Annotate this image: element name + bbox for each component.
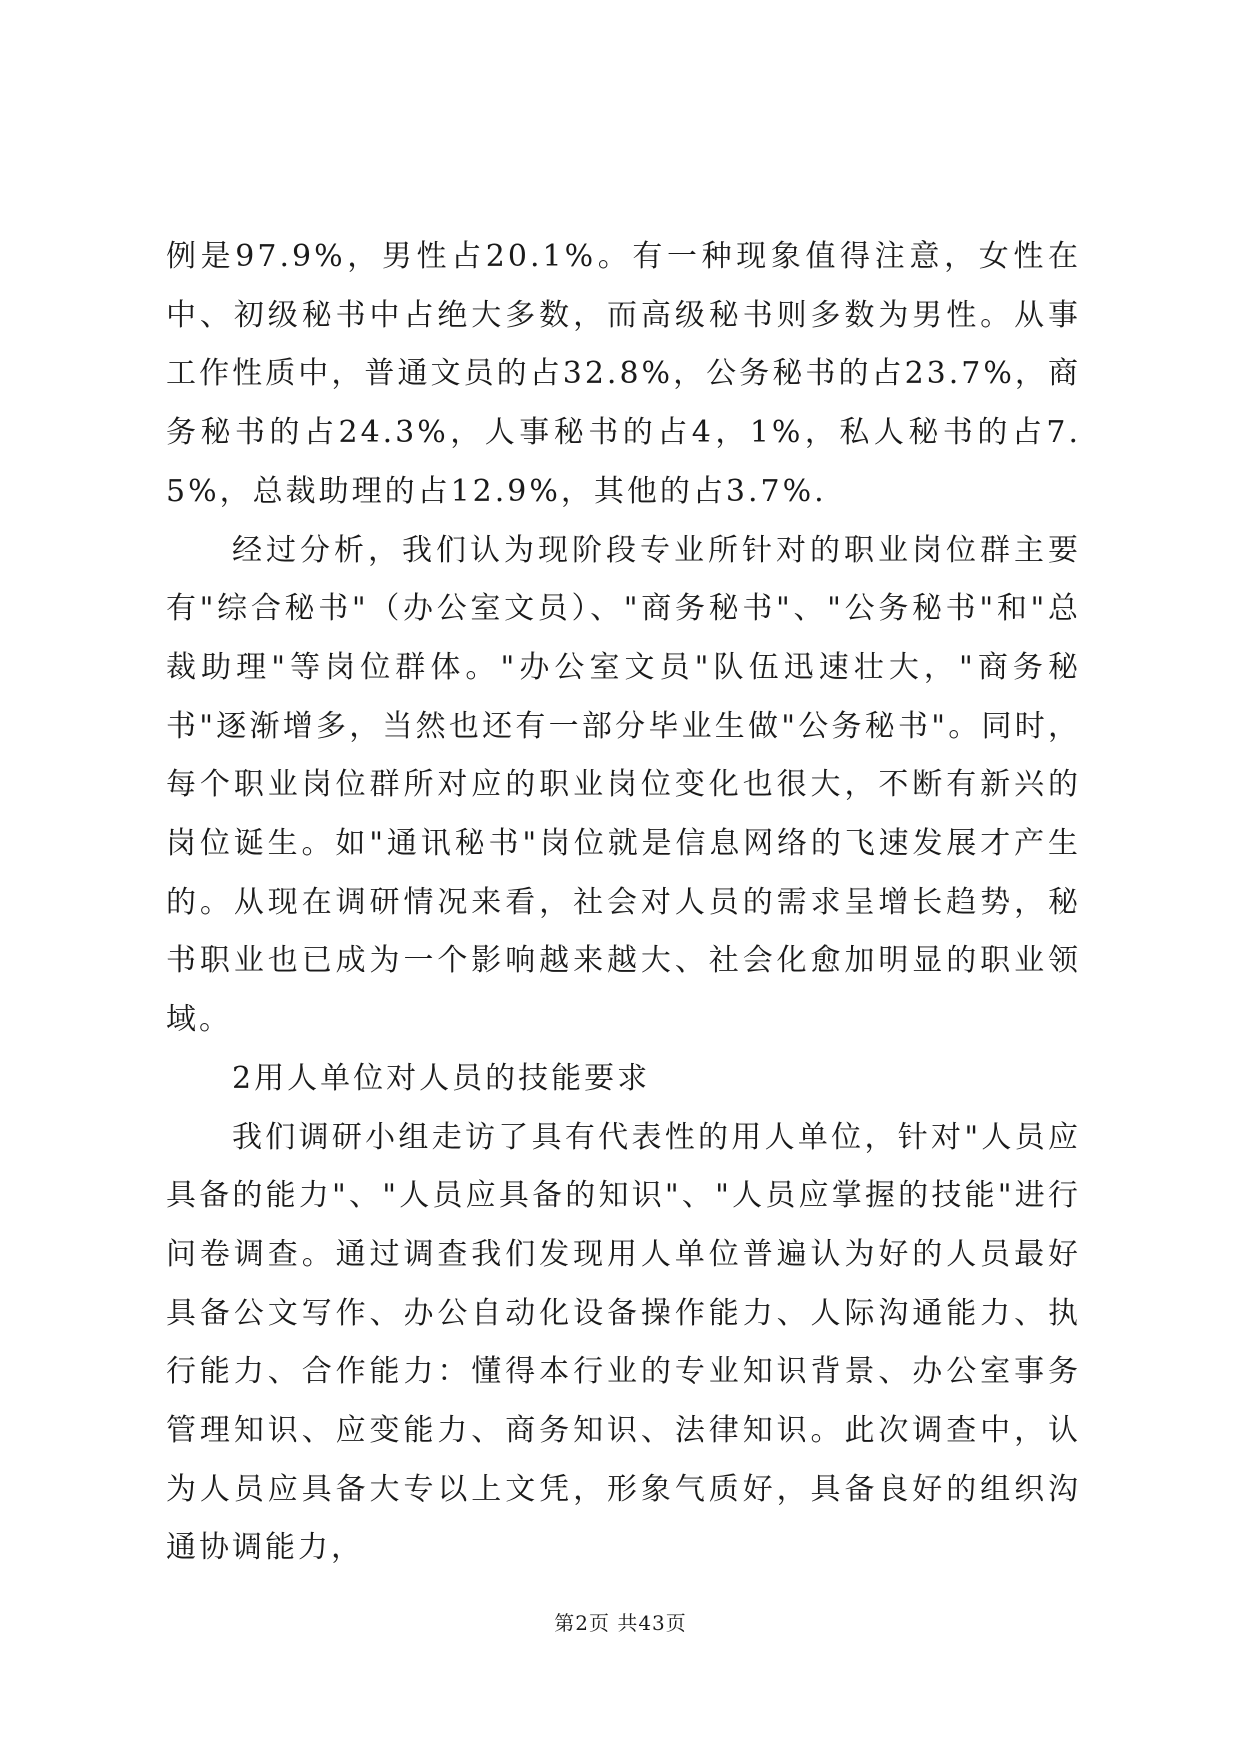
section-heading-skill-requirements: 2用人单位对人员的技能要求 bbox=[232, 1060, 651, 1096]
paragraph-employer-survey: 我们调研小组走访了具有代表性的用人单位，针对"人员应具备的能力"、"人员应具备的知识"、"人员应掌握的技能"进行问卷调查。通过调查我们发现用人单位普遍认为好的人员最好具备公文写作、办公自动化设备操作能力、人际沟通能力、执行能力、合作能力：懂得本行业的专业知识背景、办公室事务管理知识、应变能力、商务知识、法律知识。此次调查中，认为人员应具备大专以上文凭，形象气质好，具备良好的组织沟通协调能力， bbox=[166, 1119, 1081, 1566]
document-body bbox=[166, 228, 1081, 1578]
paragraph-job-position-analysis: 经过分析，我们认为现阶段专业所针对的职业岗位群主要有"综合秘书"（办公室文员）、"商务秘书"、"公务秘书"和"总裁助理"等岗位群体。"办公室文员"队伍迅速壮大，"商务秘书"逐渐增多，当然也还有一部分毕业生做"公务秘书"。同时，每个职业岗位群所对应的职业岗位变化也很大，不断有新兴的岗位诞生。如"通讯秘书"岗位就是信息网络的飞速发展才产生的。从现在调研情况来看，社会对人员的需求呈增长趋势，秘书职业也已成为一个影响越来越大、社会化愈加明显的职业领域。 bbox=[166, 532, 1081, 1038]
paragraph-gender-and-job-statistics: 例是97.9%，男性占20.1%。有一种现象值得注意，女性在中、初级秘书中占绝大多数，而高级秘书则多数为男性。从事工作性质中，普通文员的占32.8%，公务秘书的占23.7%，商务秘书的占24.3%，人事秘书的占4，1%，私人秘书的占7.5%，总裁助理的占12.9%，其他的占3.7%. bbox=[166, 239, 1081, 509]
page-number-footer: 第2页 共43页 bbox=[554, 1611, 687, 1635]
